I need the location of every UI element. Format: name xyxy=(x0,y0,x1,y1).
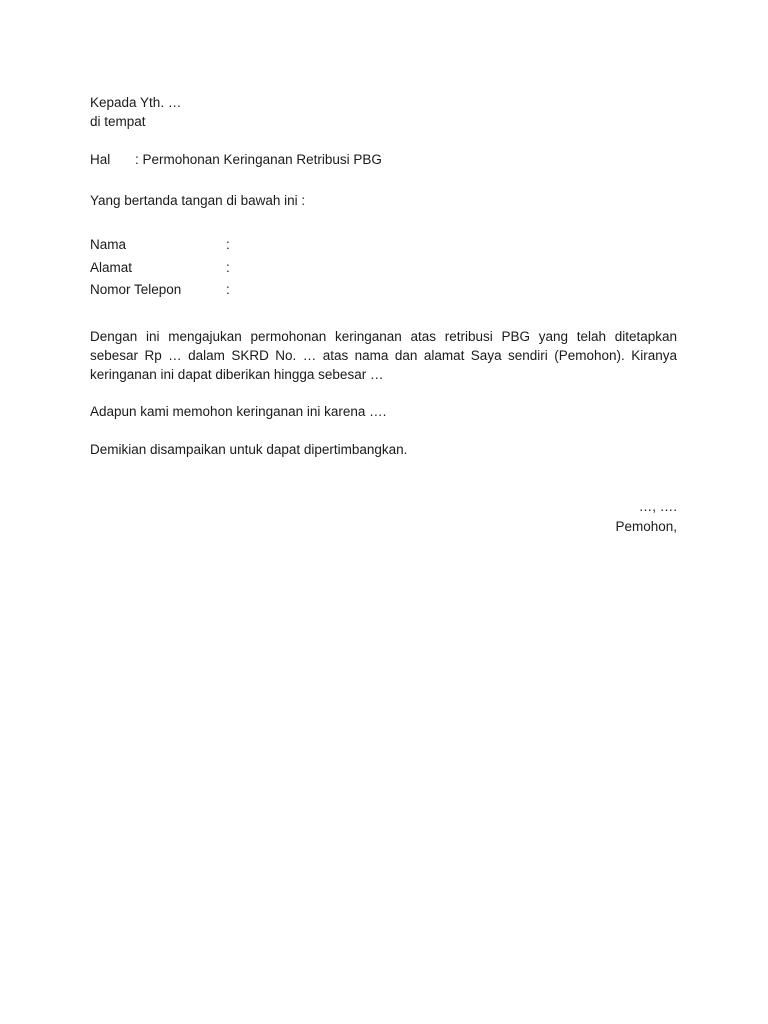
intro-line: Yang bertanda tangan di bawah ini : xyxy=(90,193,306,208)
subject-value: : Permohonan Keringanan Retribusi PBG xyxy=(135,152,382,167)
field-colon: : xyxy=(226,282,230,297)
field-colon: : xyxy=(226,237,230,252)
field-row-alamat xyxy=(90,258,677,277)
field-label: Nomor Telepon xyxy=(90,282,182,297)
field-label: Nama xyxy=(90,237,127,252)
field-row-nomor-telepon xyxy=(90,280,677,299)
paragraph-reason: Adapun kami memohon keringanan ini karena …. xyxy=(90,404,387,419)
location-line: di tempat xyxy=(90,114,146,129)
closing-line: Demikian disampaikan untuk dapat dipertimbangkan. xyxy=(90,442,408,457)
recipient-line: Kepada Yth. … xyxy=(90,95,182,110)
field-row-nama xyxy=(90,235,677,254)
field-colon: : xyxy=(226,260,230,275)
place-date: …, …. xyxy=(638,499,677,514)
subject-label: Hal xyxy=(90,152,111,167)
field-label: Alamat xyxy=(90,260,133,275)
signatory: Pemohon, xyxy=(615,519,677,534)
paragraph-request: Dengan ini mengajukan permohonan keringanan atas retribusi PBG yang telah ditetapkan sebesar Rp … dalam SKRD No. … atas nama dan alamat Saya sendiri (Pemohon). Kiranya keringanan ini dapat diberikan hingga sebesar … xyxy=(90,329,677,382)
